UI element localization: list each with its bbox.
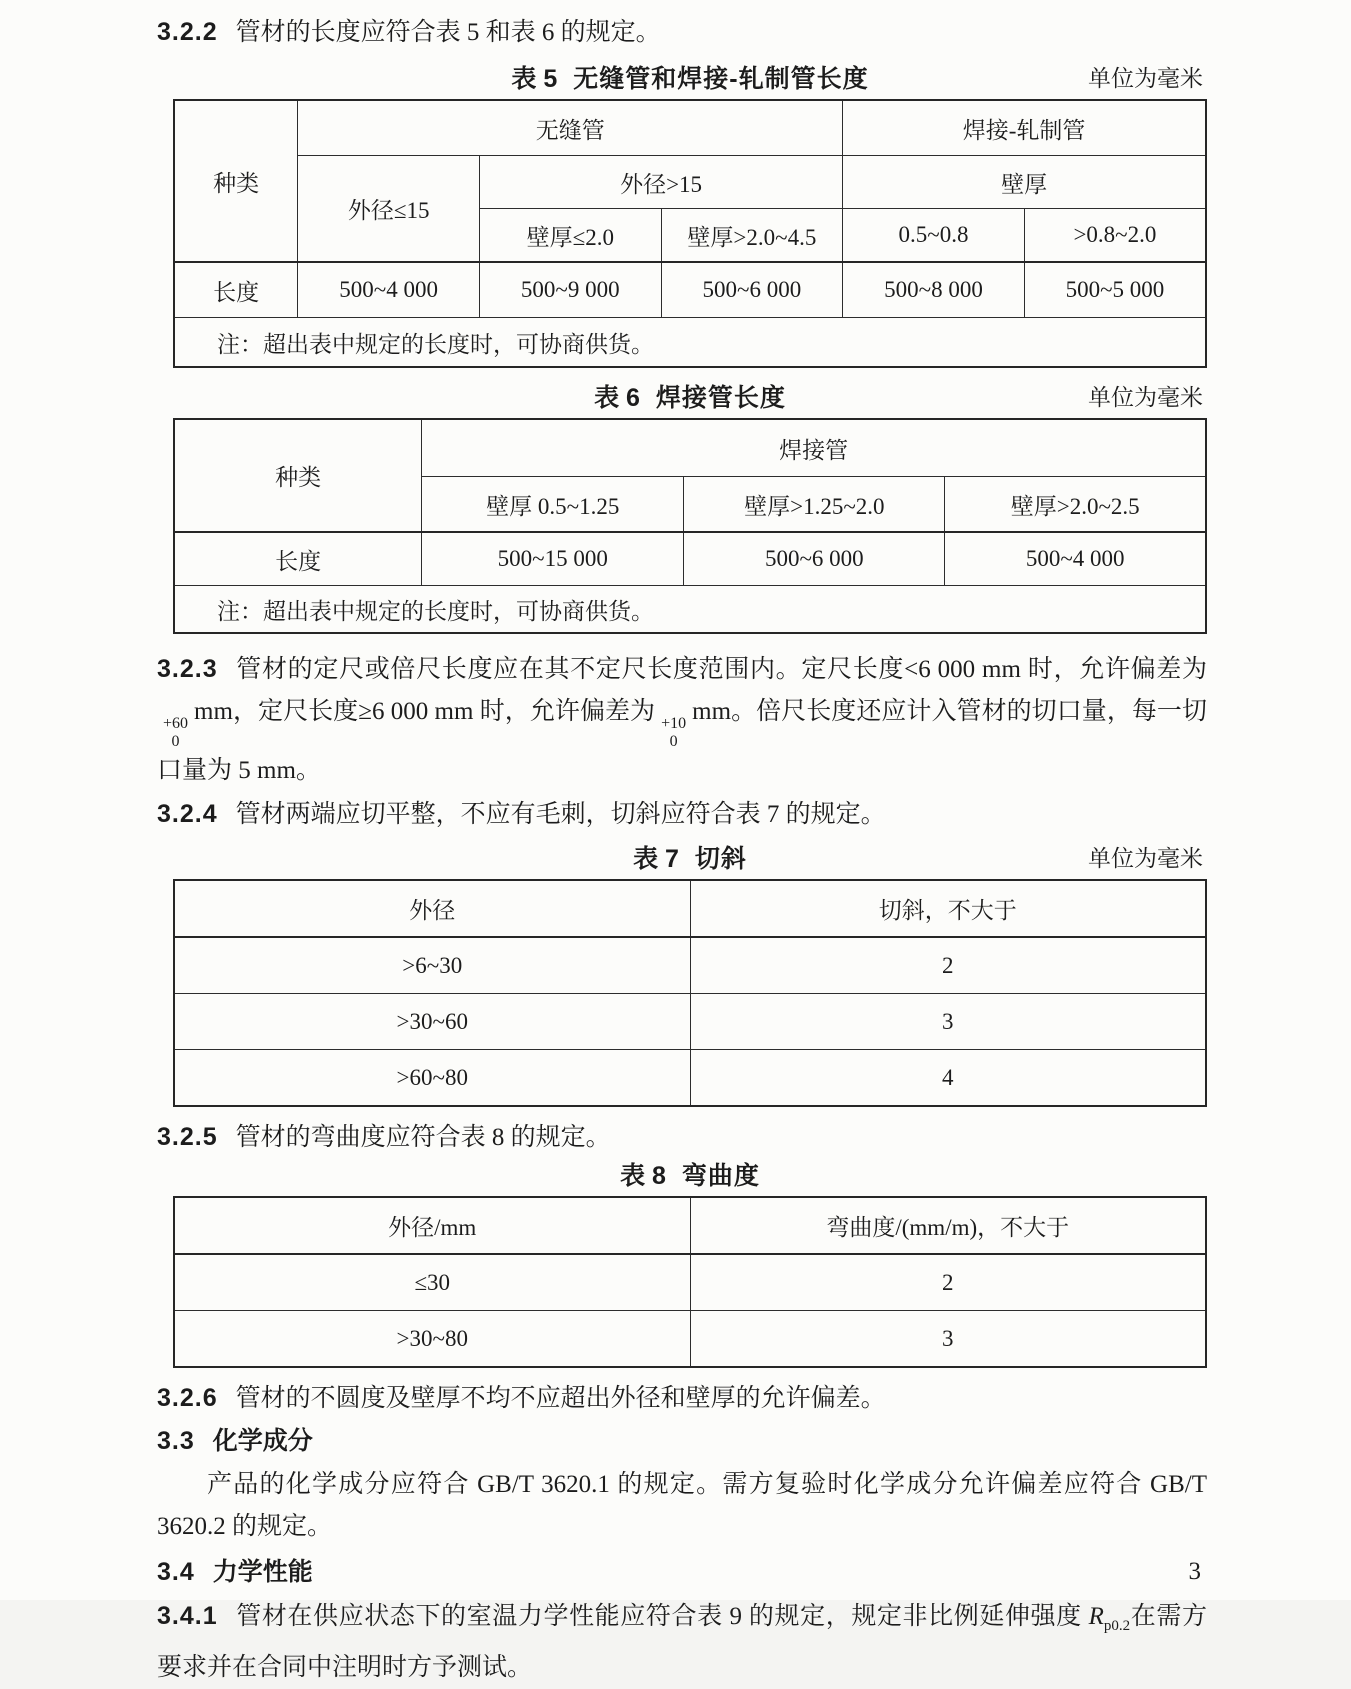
tolerance-plus60-0 <box>163 715 188 750</box>
table-7-skew-value: 3 <box>690 994 1206 1050</box>
table-8-row-2 <box>174 1311 1206 1368</box>
table-5-header-row-2 <box>174 156 1206 209</box>
table-6-header-col-1: 壁厚 0.5~1.25 <box>422 477 684 533</box>
table-5-header-w-05-08: 0.5~0.8 <box>843 209 1025 263</box>
table-5-header-wt-gt2-45: 壁厚>2.0~4.5 <box>661 209 843 263</box>
table-6-header-col-3: 壁厚>2.0~2.5 <box>945 477 1206 533</box>
table-5-caption-label: 表 5 <box>511 65 558 93</box>
table-6-header-kind: 种类 <box>174 419 422 532</box>
table-8-row-1 <box>174 1254 1206 1311</box>
table-8-caption-label: 表 8 <box>620 1162 666 1191</box>
table-5-header-row-1 <box>174 100 1206 156</box>
symbol-r: R <box>1088 1603 1104 1631</box>
table-5 <box>173 99 1207 368</box>
table-7-header-od: 外径 <box>174 880 690 937</box>
table-5-note-row <box>174 318 1206 368</box>
clause-3-2-2 <box>157 16 1207 49</box>
table-7-od-range: >30~60 <box>174 994 690 1050</box>
table-5-value: 500~4 000 <box>298 262 480 318</box>
table-8-section <box>173 1160 1207 1368</box>
table-6-caption <box>173 382 1207 414</box>
table-7-row-3 <box>174 1050 1206 1107</box>
table-6-header-welded: 焊接管 <box>422 419 1206 477</box>
table-6-value: 500~4 000 <box>945 532 1206 586</box>
clause-3-3-heading <box>157 1425 1207 1458</box>
table-5-header-wt-le2: 壁厚≤2.0 <box>479 209 661 263</box>
clause-3-2-6-text: 管材的不圆度及壁厚不均不应超出外径和壁厚的允许偏差。 <box>235 1385 886 1413</box>
clause-3-2-2-text: 管材的长度应符合表 5 和表 6 的规定。 <box>235 19 661 46</box>
table-6-section <box>173 382 1207 634</box>
table-5-header-wall-thickness: 壁厚 <box>843 156 1206 209</box>
clause-3-2-5 <box>157 1121 1207 1154</box>
table-5-caption-title: 无缝管和焊接-轧制管长度 <box>573 65 869 93</box>
table-6-row-label: 长度 <box>174 532 422 586</box>
clause-3-4-1-text-1: 管材在供应状态下的室温力学性能应符合表 9 的规定，规定非比例延伸强度 <box>235 1603 1089 1631</box>
table-8-caption <box>173 1160 1207 1192</box>
clause-3-3-body <box>157 1464 1207 1548</box>
table-5-header-w-gt08-2: >0.8~2.0 <box>1024 209 1206 263</box>
table-6-unit-label: 单位为毫米 <box>1088 385 1203 410</box>
tolerance-lower: 0 <box>669 732 678 750</box>
table-7-od-range: >6~30 <box>174 937 690 994</box>
table-7-header-row <box>174 880 1206 937</box>
table-6-data-row <box>174 532 1206 586</box>
clause-3-2-3 <box>157 648 1207 792</box>
table-5-caption <box>173 63 1207 95</box>
table-5-data-row <box>174 262 1206 318</box>
table-7 <box>173 879 1207 1107</box>
table-5-header-seamless: 无缝管 <box>298 100 843 156</box>
clause-3-2-4 <box>157 798 1207 831</box>
clause-3-2-5-text: 管材的弯曲度应符合表 8 的规定。 <box>235 1124 611 1152</box>
table-5-value: 500~8 000 <box>843 262 1025 318</box>
clause-3-2-4-number: 3.2.4 <box>157 800 218 829</box>
table-5-unit-label: 单位为毫米 <box>1088 66 1203 91</box>
table-8-caption-title: 弯曲度 <box>681 1162 760 1191</box>
table-5-header-od-gt15: 外径>15 <box>479 156 842 209</box>
table-8-header-row <box>174 1197 1206 1254</box>
table-7-caption-label: 表 7 <box>633 845 679 874</box>
table-6 <box>173 418 1207 634</box>
table-6-caption-label: 表 6 <box>594 384 640 412</box>
table-7-skew-value: 2 <box>690 937 1206 994</box>
clause-3-4-title: 力学性能 <box>212 1558 313 1587</box>
clause-3-2-3-text-2: mm，定尺长度≥6 000 mm 时，允许偏差为 <box>194 698 656 725</box>
clause-3-4-1-text-2: 在需方要求并在合同中注明时方予测试。 <box>157 1603 1207 1682</box>
clause-3-2-3-text-1: 管材的定尺或倍尺长度应在其不定尺长度范围内。定尺长度<6 000 mm 时，允许偏差为 <box>235 656 1207 683</box>
table-5-section <box>173 63 1207 368</box>
clause-3-4-1 <box>157 1595 1207 1689</box>
table-8-header-bend: 弯曲度/(mm/m)，不大于 <box>690 1197 1206 1254</box>
clause-3-4-number: 3.4 <box>157 1558 195 1587</box>
table-6-value: 500~15 000 <box>422 532 684 586</box>
table-5-value: 500~9 000 <box>479 262 661 318</box>
clause-3-3-number: 3.3 <box>157 1427 195 1456</box>
tolerance-plus10-0 <box>661 715 686 750</box>
table-5-header-kind: 种类 <box>174 100 298 262</box>
table-7-od-range: >60~80 <box>174 1050 690 1107</box>
clause-3-3-body-text: 产品的化学成分应符合 GB/T 3620.1 的规定。需方复验时化学成分允许偏差应符合 GB/T 3620.2 的规定。 <box>157 1471 1207 1541</box>
table-8-bend-value: 3 <box>690 1311 1206 1368</box>
table-7-row-2 <box>174 994 1206 1050</box>
table-5-value: 500~5 000 <box>1024 262 1206 318</box>
clause-3-2-3-number: 3.2.3 <box>157 655 218 683</box>
table-6-note-row <box>174 586 1206 634</box>
table-7-unit-label: 单位为毫米 <box>1088 846 1203 872</box>
table-6-header-col-2: 壁厚>1.25~2.0 <box>684 477 945 533</box>
table-6-note: 注：超出表中规定的长度时，可协商供货。 <box>174 586 1206 634</box>
table-7-row-1 <box>174 937 1206 994</box>
table-8-header-od: 外径/mm <box>174 1197 690 1254</box>
table-7-caption-title: 切斜 <box>694 845 747 874</box>
clause-3-4-1-number: 3.4.1 <box>157 1602 218 1631</box>
table-6-caption-title: 焊接管长度 <box>655 384 786 412</box>
table-5-note: 注：超出表中规定的长度时，可协商供货。 <box>174 318 1206 368</box>
table-8 <box>173 1196 1207 1368</box>
table-5-header-welded-rolled: 焊接-轧制管 <box>843 100 1206 156</box>
table-6-header-row-1 <box>174 419 1206 477</box>
table-7-section <box>173 843 1207 1107</box>
clause-3-2-3-text-3: mm。倍尺长度还应计入管材的切口量，每一切口量为 5 mm。 <box>157 698 1207 785</box>
table-7-skew-value: 4 <box>690 1050 1206 1107</box>
tolerance-upper: +10 <box>661 715 687 732</box>
table-5-header-od-le15: 外径≤15 <box>298 156 480 263</box>
table-8-od-range: >30~80 <box>174 1311 690 1368</box>
page-number: 3 <box>1188 1558 1201 1585</box>
tolerance-lower: 0 <box>171 732 180 750</box>
clause-3-4-heading <box>157 1556 1207 1589</box>
table-5-row-label: 长度 <box>174 262 298 318</box>
symbol-subscript: p0.2 <box>1103 1618 1131 1635</box>
table-7-header-skew: 切斜，不大于 <box>690 880 1206 937</box>
table-5-value: 500~6 000 <box>661 262 843 318</box>
proof-strength-symbol <box>1088 1603 1131 1635</box>
clause-3-2-4-text: 管材两端应切平整，不应有毛刺，切斜应符合表 7 的规定。 <box>235 801 886 829</box>
table-7-caption <box>173 843 1207 875</box>
tolerance-upper: +60 <box>163 715 189 732</box>
clause-3-2-6 <box>157 1382 1207 1415</box>
clause-3-2-6-number: 3.2.6 <box>157 1384 218 1413</box>
clause-3-2-5-number: 3.2.5 <box>157 1123 218 1152</box>
clause-3-2-2-number: 3.2.2 <box>157 18 218 46</box>
clause-3-3-title: 化学成分 <box>212 1427 313 1456</box>
table-8-bend-value: 2 <box>690 1254 1206 1311</box>
table-8-od-range: ≤30 <box>174 1254 690 1311</box>
table-6-value: 500~6 000 <box>684 532 945 586</box>
